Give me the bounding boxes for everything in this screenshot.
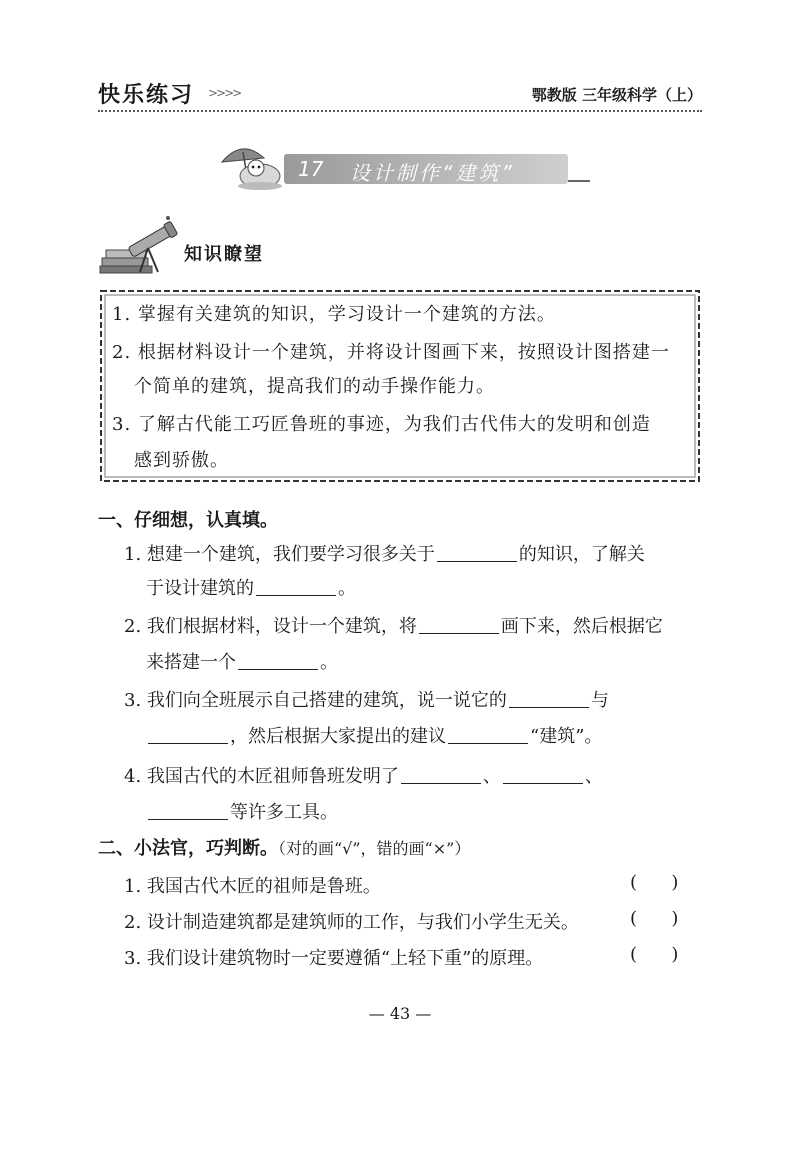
fill-question-1: [124, 540, 645, 566]
lesson-banner: [216, 140, 591, 192]
question-text: 于设计建筑的: [146, 578, 254, 599]
answer-blank[interactable]: [503, 765, 583, 784]
separator: 、: [584, 766, 603, 787]
question-text: 4. 我国古代的木匠祖师鲁班发明了: [124, 766, 399, 787]
objective-line: 个简单的建筑，提高我们的动手操作能力。: [134, 376, 495, 397]
part1-heading: 一、仔细想，认真填。: [98, 510, 278, 531]
question-text: ，然后根据大家提出的建议: [230, 726, 446, 747]
fill-question-2: [124, 612, 663, 638]
question-text: 。: [320, 652, 338, 673]
fill-question-1-cont: [146, 574, 356, 600]
part2-instruction: （对的画“√”，错的画“×”）: [278, 839, 471, 858]
answer-parentheses[interactable]: ( ): [630, 872, 679, 893]
header-divider: [98, 110, 702, 112]
part2-heading: [98, 834, 470, 860]
question-text: 画下来，然后根据它: [500, 616, 663, 637]
mascot-umbrella-icon: [216, 140, 288, 192]
question-text: 的知识，了解关: [518, 544, 645, 565]
question-text: “建筑”。: [530, 726, 603, 747]
question-text: 。: [338, 578, 356, 599]
answer-parentheses[interactable]: ( ): [630, 908, 679, 929]
fill-question-3: [124, 686, 609, 712]
page-header: [98, 78, 702, 112]
edition-label: 鄂教版 三年级科学（上）: [531, 86, 702, 104]
question-text: 来搭建一个: [146, 652, 236, 673]
series-title: 快乐练习: [98, 83, 195, 108]
answer-blank[interactable]: [448, 725, 528, 744]
part2-title: 二、小法官，巧判断。: [98, 838, 278, 859]
lesson-title-underline: [568, 180, 590, 182]
fill-question-4: [124, 762, 603, 788]
question-text: 与: [590, 690, 609, 711]
answer-blank[interactable]: [148, 725, 228, 744]
objectives-box: [98, 288, 702, 484]
objective-line: 1. 掌握有关建筑的知识，学习设计一个建筑的方法。: [112, 304, 556, 325]
lesson-title: 设计制作“建筑”: [350, 161, 515, 185]
section-badge: [98, 214, 278, 276]
telescope-books-icon: [98, 214, 184, 276]
question-text: 1. 想建一个建筑，我们要学习很多关于: [124, 544, 435, 565]
page-number: — 43 —: [368, 1004, 432, 1023]
fill-question-2-cont: [146, 648, 338, 674]
answer-blank[interactable]: [419, 615, 499, 634]
chevrons-icon: >>>>: [208, 86, 241, 100]
answer-blank[interactable]: [509, 689, 589, 708]
fill-question-4-cont: [146, 798, 338, 824]
question-text: 等许多工具。: [230, 802, 338, 823]
fill-question-3-cont: [146, 722, 602, 748]
answer-blank[interactable]: [148, 801, 228, 820]
objective-line: 感到骄傲。: [134, 450, 229, 471]
objective-line: 2. 根据材料设计一个建筑，并将设计图画下来，按照设计图搭建一: [112, 342, 670, 363]
judge-item: 3. 我们设计建筑物时一定要遵循“上轻下重”的原理。: [124, 948, 544, 969]
section-badge-label: 知识瞭望: [184, 244, 264, 265]
answer-blank[interactable]: [437, 543, 517, 562]
answer-parentheses[interactable]: ( ): [630, 944, 679, 965]
judge-item: 1. 我国古代木匠的祖师是鲁班。: [124, 876, 381, 897]
separator: 、: [482, 766, 501, 787]
question-text: 2. 我们根据材料，设计一个建筑，将: [124, 616, 417, 637]
judge-item: 2. 设计制造建筑都是建筑师的工作，与我们小学生无关。: [124, 912, 579, 933]
objective-line: 3. 了解古代能工巧匠鲁班的事迹，为我们古代伟大的发明和创造: [112, 414, 651, 435]
lesson-number: 17: [298, 157, 324, 181]
answer-blank[interactable]: [401, 765, 481, 784]
answer-blank[interactable]: [256, 577, 336, 596]
answer-blank[interactable]: [238, 651, 318, 670]
question-text: 3. 我们向全班展示自己搭建的建筑，说一说它的: [124, 690, 507, 711]
